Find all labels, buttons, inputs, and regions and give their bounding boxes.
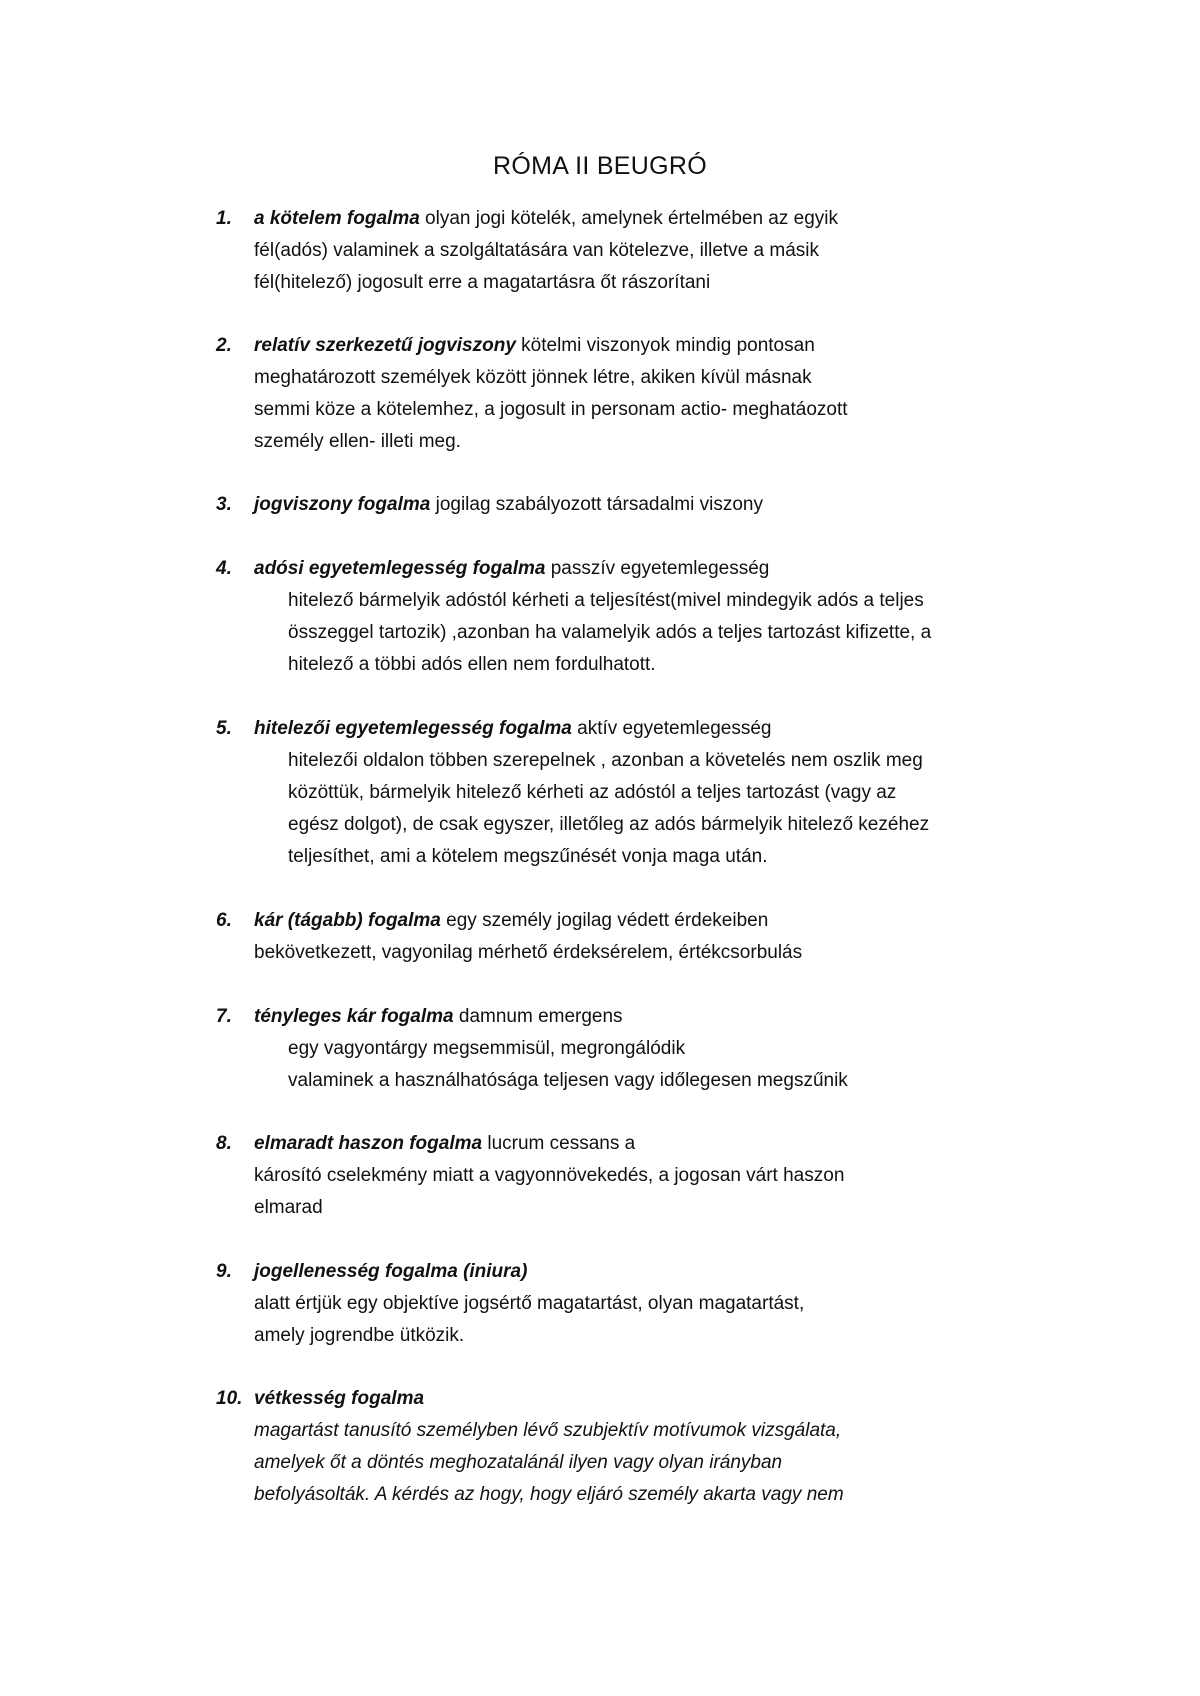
- item-line: bekövetkezett, vagyonilag mérhető érdeksérelem, értékcsorbulás: [254, 942, 803, 963]
- item-number: 1.: [216, 208, 232, 229]
- item-number: 3.: [216, 494, 232, 515]
- item-line: hitelezői oldalon többen szerepelnek , azonban a követelés nem oszlik meg: [288, 750, 923, 771]
- item-line: közöttük, bármelyik hitelező kérheti az adóstól a teljes tartozást (vagy az: [288, 782, 897, 803]
- item-first-line: [254, 203, 838, 235]
- page-title: RÓMA II BEUGRÓ: [493, 152, 707, 180]
- item-definition-start: lucrum cessans a: [482, 1133, 636, 1154]
- item-term: tényleges kár fogalma: [254, 1006, 454, 1027]
- item-line: semmi köze a kötelemhez, a jogosult in personam actio- meghatáozott: [254, 399, 848, 420]
- item-first-line: [254, 330, 815, 362]
- item-definition-start: passzív egyetemlegesség: [545, 558, 770, 579]
- item-number: 5.: [216, 718, 232, 739]
- item-line: egész dolgot), de csak egyszer, illetőleg az adós bármelyik hitelező kezéhez: [288, 814, 930, 835]
- item-line: hitelező bármelyik adóstól kérheti a teljesítést(mivel mindegyik adós a teljes: [288, 590, 924, 611]
- item-term: relatív szerkezetű jogviszony: [254, 335, 516, 356]
- item-line: befolyásolták. A kérdés az hogy, hogy eljáró személy akarta vagy nem: [254, 1484, 844, 1505]
- item-first-line: [254, 1128, 635, 1160]
- item-line: károsító cselekmény miatt a vagyonnövekedés, a jogosan várt haszon: [254, 1165, 845, 1186]
- item-first-line: [254, 713, 771, 745]
- item-term: a kötelem fogalma: [254, 208, 420, 229]
- item-first-line: [254, 553, 769, 585]
- item-term: elmaradt haszon fogalma: [254, 1133, 483, 1154]
- item-term: jogellenesség fogalma (iniura): [254, 1261, 528, 1282]
- item-line: valaminek a használhatósága teljesen vagy időlegesen megszűnik: [288, 1070, 848, 1091]
- item-first-line: [254, 489, 763, 521]
- item-number: 9.: [216, 1261, 232, 1282]
- item-number: 10.: [216, 1388, 243, 1409]
- item-line: személy ellen- illeti meg.: [254, 431, 461, 452]
- item-line: összeggel tartozik) ,azonban ha valamelyik adós a teljes tartozást kifizette, a: [288, 622, 932, 643]
- item-first-line: [254, 1383, 424, 1415]
- item-term: vétkesség fogalma: [254, 1388, 425, 1409]
- item-definition-start: olyan jogi kötelék, amelynek értelmében az egyik: [419, 208, 839, 229]
- item-number: 2.: [216, 335, 232, 356]
- item-first-line: [254, 1256, 527, 1288]
- item-line: hitelező a többi adós ellen nem fordulhatott.: [288, 654, 656, 675]
- item-line: amely jogrendbe ütközik.: [254, 1325, 465, 1346]
- item-line: alatt értjük egy objektíve jogsértő magatartást, olyan magatartást,: [254, 1293, 805, 1314]
- item-line: meghatározott személyek között jönnek létre, akiken kívül másnak: [254, 367, 812, 388]
- item-number: 8.: [216, 1133, 232, 1154]
- item-definition-start: damnum emergens: [453, 1006, 623, 1027]
- item-line: fél(adós) valaminek a szolgáltatására van kötelezve, illetve a másik: [254, 240, 819, 261]
- item-term: jogviszony fogalma: [254, 494, 431, 515]
- item-definition-start: kötelmi viszonyok mindig pontosan: [515, 335, 815, 356]
- item-first-line: [254, 905, 768, 937]
- item-number: 6.: [216, 910, 232, 931]
- item-line: egy vagyontárgy megsemmisül, megrongálódik: [288, 1038, 686, 1059]
- item-line: fél(hitelező) jogosult erre a magatartásra őt rászorítani: [254, 272, 711, 293]
- item-number: 7.: [216, 1006, 232, 1027]
- item-definition-start: aktív egyetemlegesség: [571, 718, 772, 739]
- item-line: magartást tanusító személyben lévő szubjektív motívumok vizsgálata,: [254, 1420, 842, 1441]
- item-line: teljesíthet, ami a kötelem megszűnését vonja maga után.: [288, 846, 768, 867]
- item-term: adósi egyetemlegesség fogalma: [254, 558, 546, 579]
- item-definition-start: jogilag szabályozott társadalmi viszony: [430, 494, 763, 515]
- item-first-line: [254, 1001, 623, 1033]
- item-definition-start: egy személy jogilag védett érdekeiben: [440, 910, 769, 931]
- item-line: amelyek őt a döntés meghozatalánál ilyen vagy olyan irányban: [254, 1452, 783, 1473]
- item-term: kár (tágabb) fogalma: [254, 910, 441, 931]
- item-line: elmarad: [254, 1197, 323, 1218]
- item-number: 4.: [216, 558, 232, 579]
- item-term: hitelezői egyetemlegesség fogalma: [254, 718, 572, 739]
